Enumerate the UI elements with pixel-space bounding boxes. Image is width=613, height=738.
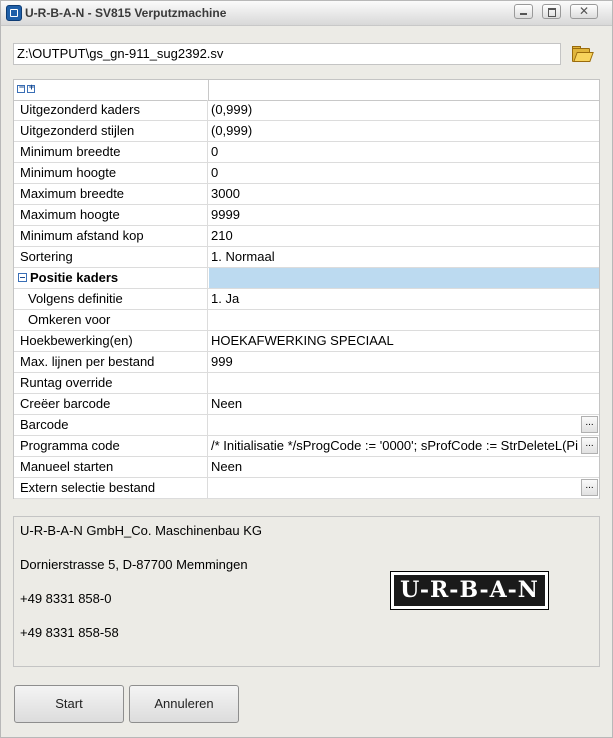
property-label: Minimum afstand kop bbox=[14, 226, 208, 246]
close-button[interactable] bbox=[570, 4, 598, 19]
property-label: Creëer barcode bbox=[14, 394, 208, 414]
property-row[interactable] bbox=[14, 100, 599, 121]
collapse-all-icon[interactable] bbox=[17, 82, 25, 93]
expand-glyph: + bbox=[28, 82, 35, 92]
property-row[interactable] bbox=[14, 373, 599, 394]
property-label: Volgens definitie bbox=[14, 289, 208, 309]
property-category-row[interactable] bbox=[14, 268, 599, 289]
property-label: Uitgezonderd kaders bbox=[14, 100, 208, 120]
property-label: Hoekbewerking(en) bbox=[14, 331, 208, 351]
property-value[interactable]: /* Initialisatie */sProgCode := '0000'; sProfCode := StrDeleteL(Pi bbox=[211, 438, 578, 453]
property-label: Programma code bbox=[14, 436, 208, 456]
property-label: Runtag override bbox=[14, 373, 208, 393]
logo-text: U-R-B-A-N bbox=[400, 577, 539, 603]
property-value[interactable]: Neen bbox=[211, 459, 243, 474]
property-label: Uitgezonderd stijlen bbox=[14, 121, 208, 141]
property-label: Minimum breedte bbox=[14, 142, 208, 162]
start-button[interactable]: Start bbox=[14, 685, 124, 723]
property-value[interactable] bbox=[209, 415, 579, 435]
property-row[interactable] bbox=[14, 415, 599, 436]
property-row[interactable] bbox=[14, 121, 599, 142]
category-label: Positie kaders bbox=[14, 268, 208, 288]
property-value[interactable] bbox=[209, 310, 599, 330]
property-value[interactable]: HOEKAFWERKING SPECIAAL bbox=[211, 333, 394, 348]
property-grid bbox=[13, 79, 600, 499]
property-row[interactable] bbox=[14, 352, 599, 373]
minimize-button[interactable] bbox=[514, 4, 533, 19]
property-grid-header bbox=[14, 80, 599, 101]
barcode-ellipsis-button[interactable]: ... bbox=[581, 416, 598, 433]
property-value[interactable]: 999 bbox=[211, 354, 233, 369]
property-row[interactable] bbox=[14, 226, 599, 247]
property-row[interactable] bbox=[14, 436, 599, 457]
property-row[interactable] bbox=[14, 247, 599, 268]
property-value[interactable]: (0,999) bbox=[211, 123, 253, 138]
close-icon: ✕ bbox=[578, 4, 590, 18]
property-label: Maximum hoogte bbox=[14, 205, 208, 225]
property-row[interactable] bbox=[14, 394, 599, 415]
property-label: Manueel starten bbox=[14, 457, 208, 477]
property-value[interactable]: 0 bbox=[211, 144, 219, 159]
property-label: Minimum hoogte bbox=[14, 163, 208, 183]
program-code-ellipsis-button[interactable]: ... bbox=[581, 437, 598, 454]
maximize-button[interactable] bbox=[542, 4, 561, 19]
folder-icon-front bbox=[573, 52, 594, 62]
property-label: Max. lijnen per bestand bbox=[14, 352, 208, 372]
property-value[interactable]: 1. Normaal bbox=[211, 249, 275, 264]
property-row[interactable] bbox=[14, 142, 599, 163]
file-path-input[interactable]: Z:\OUTPUT\gs_gn-911_sug2392.sv bbox=[13, 43, 561, 65]
property-row[interactable] bbox=[14, 163, 599, 184]
company-info-panel bbox=[13, 516, 600, 667]
title-bar bbox=[1, 1, 612, 26]
extern-file-ellipsis-button[interactable]: ... bbox=[581, 479, 598, 496]
property-row[interactable] bbox=[14, 331, 599, 352]
expand-all-icon[interactable] bbox=[27, 82, 35, 93]
property-value[interactable]: (0,999) bbox=[211, 102, 253, 117]
property-label: Extern selectie bestand bbox=[14, 478, 208, 498]
property-value[interactable]: Neen bbox=[211, 396, 243, 411]
company-name: U-R-B-A-N GmbH_Co. Maschinenbau KG bbox=[20, 523, 263, 538]
property-row[interactable] bbox=[14, 289, 599, 310]
property-value[interactable]: 9999 bbox=[211, 207, 240, 222]
property-value[interactable]: 3000 bbox=[211, 186, 240, 201]
collapse-glyph: − bbox=[18, 82, 25, 92]
property-value[interactable] bbox=[209, 478, 579, 498]
window-title: U-R-B-A-N - SV815 Verputzmachine bbox=[25, 6, 227, 20]
property-value[interactable] bbox=[209, 373, 599, 393]
property-row[interactable] bbox=[14, 205, 599, 226]
property-value[interactable]: 210 bbox=[211, 228, 233, 243]
property-row[interactable] bbox=[14, 184, 599, 205]
property-value[interactable]: 1. Ja bbox=[211, 291, 240, 306]
property-label: Maximum breedte bbox=[14, 184, 208, 204]
property-row[interactable] bbox=[14, 478, 599, 499]
header-separator bbox=[208, 80, 209, 100]
app-icon bbox=[6, 5, 22, 21]
company-phone: +49 8331 858-0 bbox=[20, 591, 112, 606]
property-label: Barcode bbox=[14, 415, 208, 435]
logo-plate bbox=[394, 575, 545, 606]
cancel-button[interactable]: Annuleren bbox=[129, 685, 239, 723]
property-value[interactable]: 0 bbox=[211, 165, 219, 180]
property-label: Omkeren voor bbox=[14, 310, 208, 330]
company-fax: +49 8331 858-58 bbox=[20, 625, 119, 640]
urban-logo bbox=[390, 571, 549, 610]
browse-folder-button[interactable] bbox=[571, 45, 593, 63]
property-label: Sortering bbox=[14, 247, 208, 267]
company-address: Dornierstrasse 5, D-87700 Memmingen bbox=[20, 557, 248, 572]
property-row[interactable] bbox=[14, 310, 599, 331]
property-row[interactable] bbox=[14, 457, 599, 478]
category-value bbox=[209, 268, 599, 288]
